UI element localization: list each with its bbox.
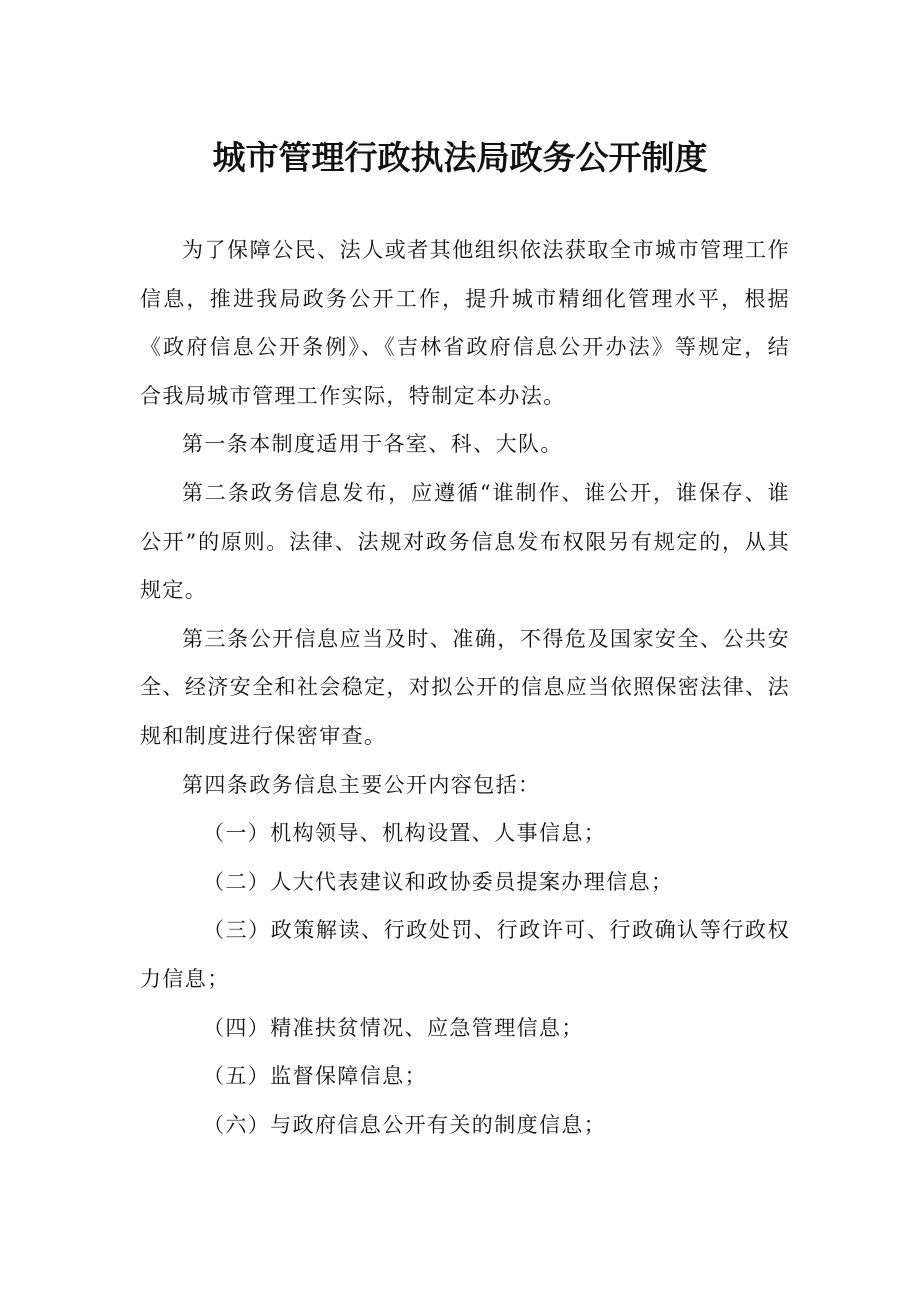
document-body [140, 226, 790, 1149]
article-2-paragraph: 第二条政务信息发布，应遵循“谁制作、谁公开，谁保存、谁公开”的原则。法律、法规对政务信息发布权限另有规定的，从其规定。 [140, 480, 790, 603]
article-3-paragraph: 第三条公开信息应当及时、准确，不得危及国家安全、公共安全、经济安全和社会稳定，对拟公开的信息应当依照保密法律、法规和制度进行保密审查。 [140, 626, 790, 748]
document-title: 城市管理行政执法局政务公开制度 [212, 138, 708, 177]
list-item: （四）精准扶贫情况、应急管理信息； [203, 1015, 584, 1040]
article-4-paragraph: 第四条政务信息主要公开内容包括： [182, 772, 541, 797]
article-1-paragraph: 第一条本制度适用于各室、科、大队。 [182, 432, 563, 457]
list-item: （五）监督保障信息； [203, 1064, 427, 1089]
list-item: （二）人大代表建议和政协委员提案办理信息； [203, 869, 674, 894]
list-item: （六）与政府信息公开有关的制度信息； [203, 1112, 607, 1137]
list-item: （一）机构领导、机构设置、人事信息； [203, 821, 607, 846]
preamble-paragraph: 为了保障公民、法人或者其他组织依法获取全市城市管理工作信息，推进我局政务公开工作，提升城市精细化管理水平，根据《政府信息公开条例》、《吉林省政府信息公开办法》等规定，结合我局城市管理工作实际，特制定本办法。 [140, 238, 790, 408]
list-item: （三）政策解读、行政处罚、行政许可、行政确认等行政权力信息； [140, 918, 790, 991]
